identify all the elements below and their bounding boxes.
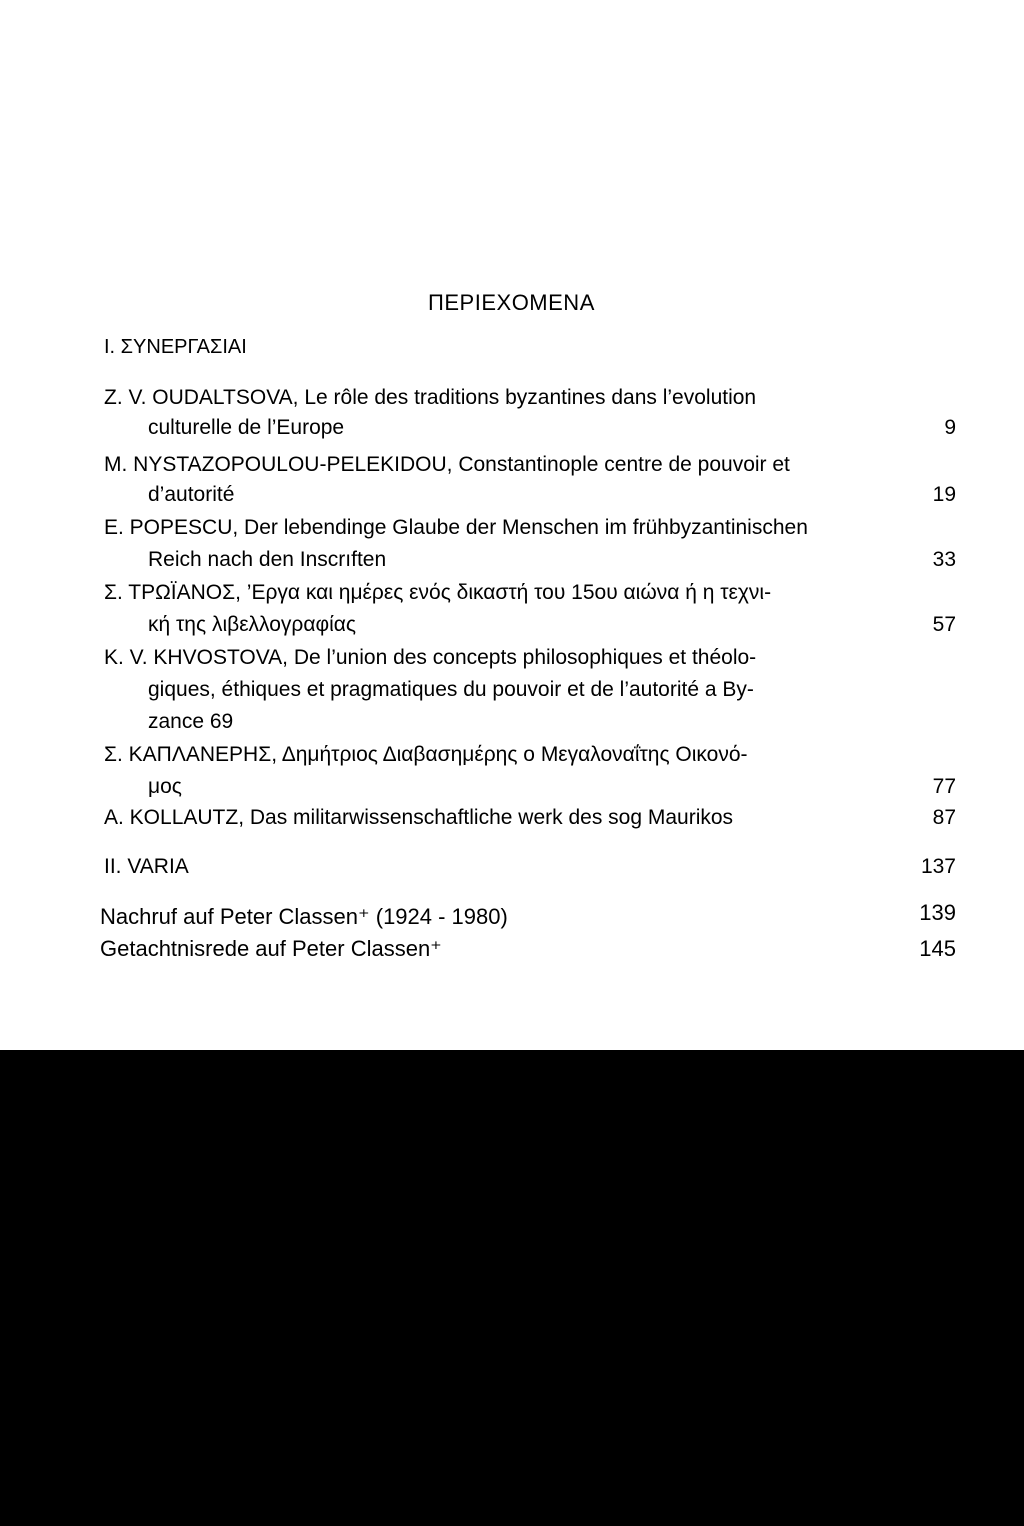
toc-entry-title: Σ. ΚΑΠΛΑΝΕΡΗΣ, Δημήτριος Διαβασημέρης ο Μεγαλοναΐτης Οικονό-	[104, 743, 748, 766]
toc-entry-title: Σ. ΤΡΩΪΑΝΟΣ, ’Εργα και ημέρες ενός δικαστή του 15ου αιώνα ή η τεχνι-	[104, 581, 772, 604]
toc-entry-title-cont: μος	[148, 775, 182, 798]
toc-entry-title: K. V. KHVOSTOVA, De l’union des concepts philosophiques et théolo-	[104, 646, 757, 669]
toc-entry-title: E. POPESCU, Der lebendinge Glaube der Menschen im frühbyzantinischen	[104, 516, 808, 539]
page-title: ΠΕΡΙΕΧΟΜΕΝΑ	[428, 290, 595, 315]
toc-page-number: 137	[920, 855, 956, 878]
toc-entry-title-cont: Reich nach den Inscrıften	[148, 548, 387, 571]
toc-page-number: 77	[932, 775, 956, 798]
toc-entry-title-cont: zance 69	[148, 710, 234, 733]
toc-page-number: 9	[944, 416, 956, 439]
toc-entry-title-cont: d’autorité	[148, 483, 235, 506]
toc-entry-title: A. KOLLAUTZ, Das militarwissenschaftliche werk des sog Maurikos	[104, 806, 734, 829]
toc-entry-title: Getachtnisrede auf Peter Classen⁺	[100, 936, 442, 961]
toc-entry-title: M. NYSTAZOPOULOU-PELEKIDOU, Constantinople centre de pouvoir et	[104, 453, 790, 476]
toc-entry-title-cont: κή της λιβελλογραφίας	[148, 613, 357, 636]
toc-entry-title: Nachruf auf Peter Classen⁺ (1924 - 1980)	[100, 904, 508, 929]
toc-page-number: 139	[919, 900, 956, 925]
toc-entry-title-cont: culturelle de l’Europe	[148, 416, 345, 439]
section-heading-varia: II. VARIA	[104, 855, 189, 878]
toc-page-number: 19	[932, 483, 956, 506]
toc-page-number: 87	[932, 806, 956, 829]
toc-entry-title: Z. V. OUDALTSOVA, Le rôle des traditions byzantines dans l’evolution	[104, 386, 757, 409]
toc-page-number: 33	[932, 548, 956, 571]
scan-border-dark-area	[0, 1050, 1024, 1526]
toc-page-number: 57	[932, 613, 956, 636]
toc-page-number: 145	[919, 936, 956, 961]
toc-entry-title-cont: giques, éthiques et pragmatiques du pouvoir et de l’autorité a By-	[148, 678, 754, 701]
section-heading-synergasiai: I. ΣΥΝΕΡΓΑΣΙΑΙ	[104, 336, 247, 358]
